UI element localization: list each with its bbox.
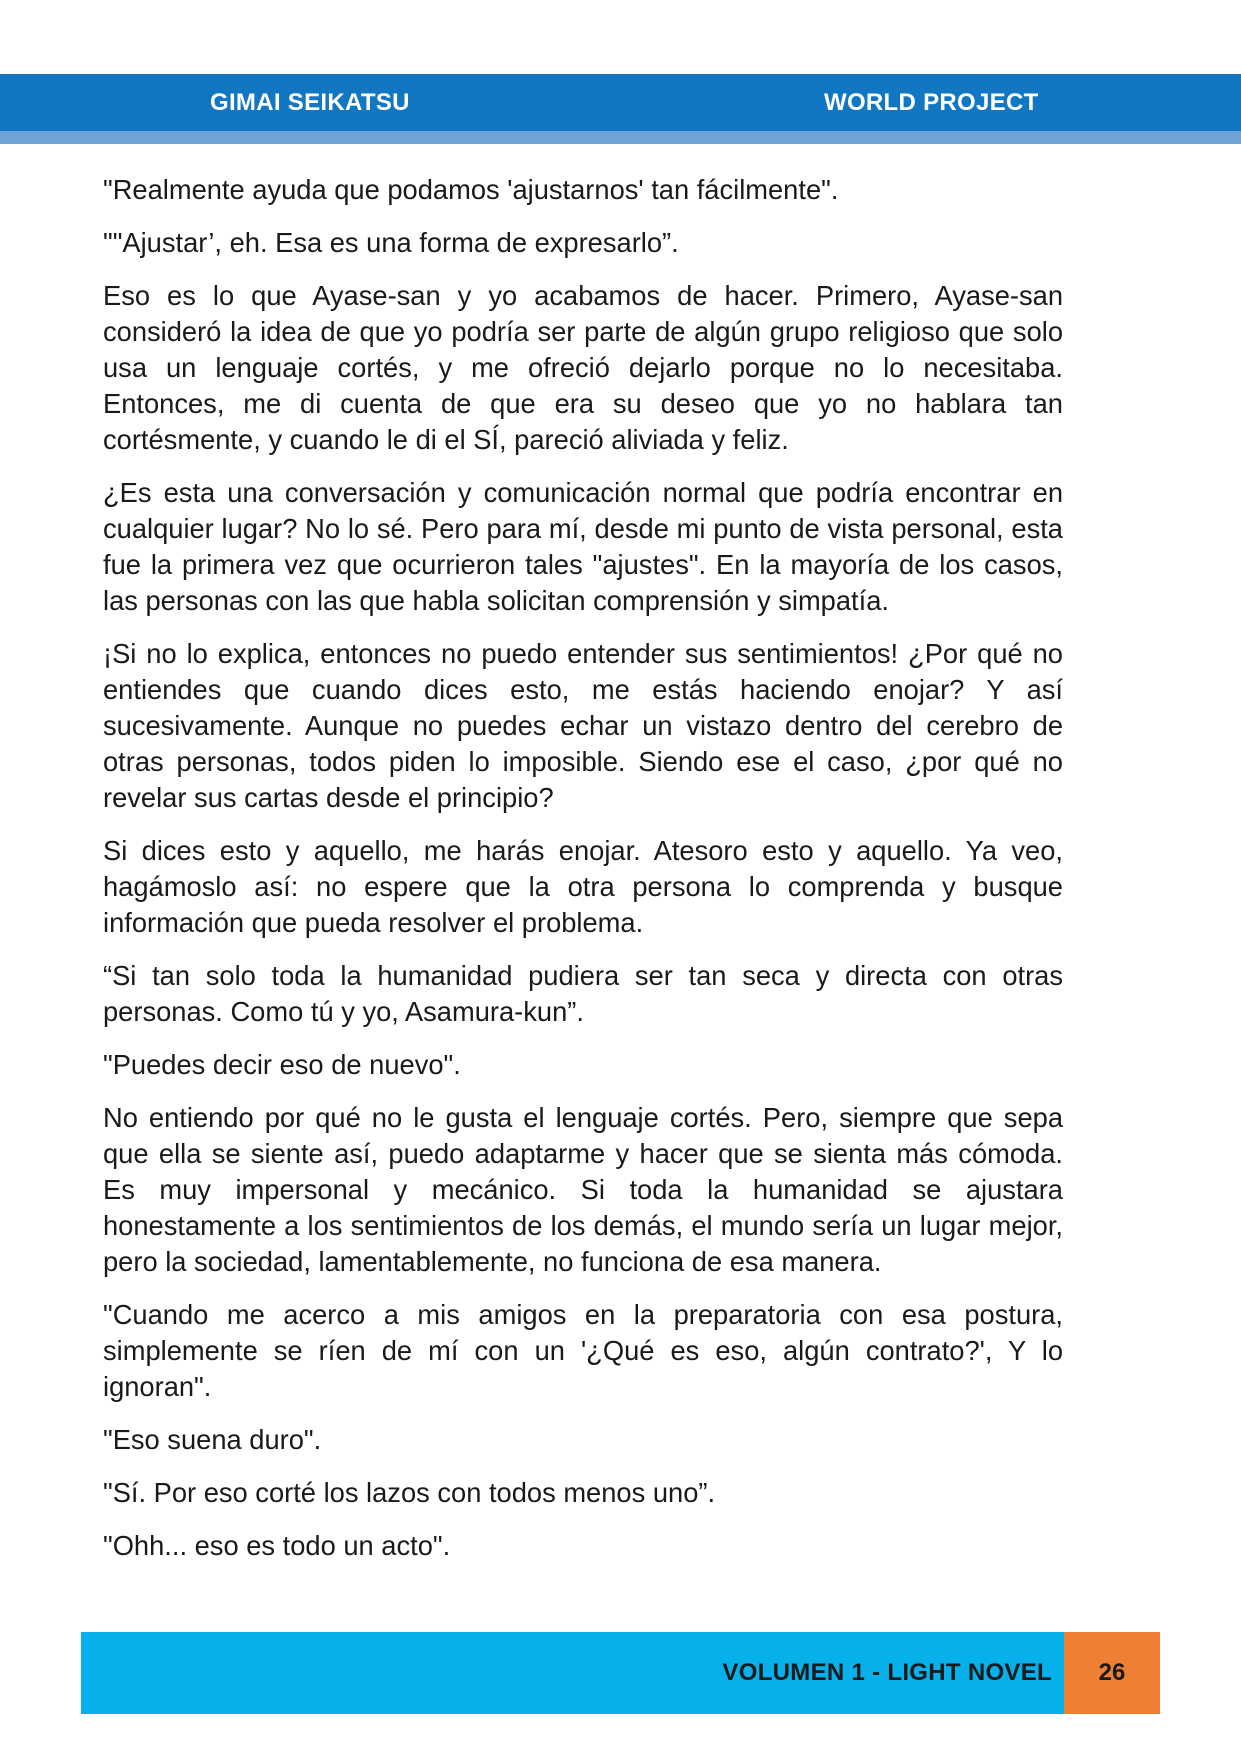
paragraph: "Realmente ayuda que podamos 'ajustarnos' tan fácilmente". [103, 174, 839, 205]
footer-volume-label: VOLUMEN 1 - LIGHT NOVEL [722, 1659, 1052, 1686]
paragraph: Eso es lo que Ayase-san y yo acabamos de hacer. Primero, Ayase-san consideró la idea de que yo podría ser parte de algún grupo religioso que solo usa un lenguaje cortés, y me ofreció dejarlo porque no lo necesitaba. Entonces, me di cuenta de que era su deseo que yo no hablara tan cortésmente, y cuando le di el SÍ, pareció aliviada y feliz. [103, 280, 1063, 455]
paragraph: "Eso suena duro". [103, 1424, 322, 1455]
paragraph: "Ohh... eso es todo un acto". [103, 1530, 451, 1561]
paragraph: "Sí. Por eso corté los lazos con todos menos uno”. [103, 1477, 716, 1508]
header-stripe [0, 131, 1241, 144]
paragraph: No entiendo por qué no le gusta el lenguaje cortés. Pero, siempre que sepa que ella se siente así, puedo adaptarme y hacer que se sienta más cómoda. Es muy impersonal y mecánico. Si toda la humanidad se ajustara honestamente a los sentimientos de los demás, el mundo sería un lugar mejor, pero la sociedad, lamentablemente, no funciona de esa manera. [103, 1102, 1063, 1277]
paragraph: "Puedes decir eso de nuevo". [103, 1049, 461, 1080]
paragraph: "Cuando me acerco a mis amigos en la preparatoria con esa postura, simplemente se ríen de mí con un '¿Qué es eso, algún contrato?', Y lo ignoran". [103, 1299, 1063, 1402]
paragraph: ""Ajustar’, eh. Esa es una forma de expresarlo”. [103, 227, 679, 258]
header-bar [0, 74, 1241, 131]
page-number: 26 [1098, 1659, 1126, 1686]
paragraph: Si dices esto y aquello, me harás enojar. Atesoro esto y aquello. Ya veo, hagámoslo así: no espere que la otra persona lo comprenda y busque información que pueda resolver el problema. [103, 835, 1063, 938]
header-group-title: WORLD PROJECT [824, 89, 1039, 116]
header-series-title: GIMAI SEIKATSU [210, 89, 410, 116]
page-number-box [1064, 1632, 1160, 1714]
paragraph: ¡Si no lo explica, entonces no puedo entender sus sentimientos! ¿Por qué no entiendes que cuando dices esto, me estás haciendo enojar? Y así sucesivamente. Aunque no puedes echar un vistazo dentro del cerebro de otras personas, todos piden lo imposible. Siendo ese el caso, ¿por qué no revelar sus cartas desde el principio? [103, 638, 1063, 813]
footer-bar [81, 1632, 1064, 1714]
page-body [103, 172, 1063, 1581]
paragraph: “Si tan solo toda la humanidad pudiera ser tan seca y directa con otras personas. Como tú y yo, Asamura-kun”. [103, 960, 1063, 1027]
paragraph: ¿Es esta una conversación y comunicación normal que podría encontrar en cualquier lugar? No lo sé. Pero para mí, desde mi punto de vista personal, esta fue la primera vez que ocurrieron tales "ajustes". En la mayoría de los casos, las personas con las que habla solicitan comprensión y simpatía. [103, 477, 1063, 616]
